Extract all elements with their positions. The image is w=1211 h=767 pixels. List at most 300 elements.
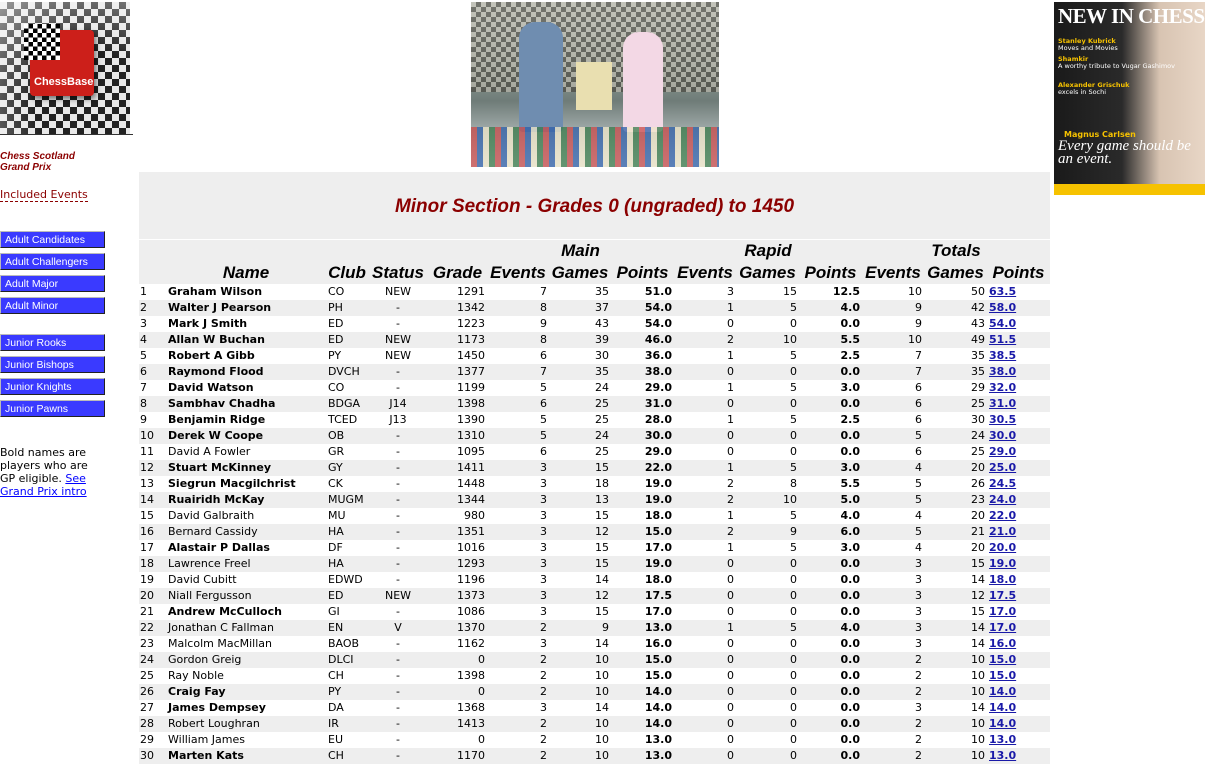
cell-tg: 10	[924, 748, 987, 764]
cell-club: GY	[326, 460, 368, 476]
cell-club: DA	[328, 701, 344, 714]
photo-man	[519, 22, 563, 132]
total-points-link[interactable]: 20.0	[989, 541, 1017, 554]
cell-mp: 16.0	[644, 637, 672, 650]
cell-tp[interactable]	[987, 396, 1050, 412]
cell-re: 0	[727, 669, 734, 682]
cell-tp[interactable]	[987, 508, 1050, 524]
cell-status: -	[368, 524, 428, 540]
magazine-title: NEW IN CHESS	[1058, 4, 1205, 28]
cell-grade: 1344	[428, 492, 487, 508]
cell-me: 3	[540, 637, 547, 650]
cell-tp[interactable]	[987, 428, 1050, 444]
col-rapid-points: Points	[799, 262, 862, 284]
cell-re: 0	[674, 748, 736, 764]
col-main-points: Points	[611, 262, 674, 284]
cell-tp[interactable]	[987, 636, 1050, 652]
cell-mg: 25	[549, 396, 611, 412]
cell-name: Ruairidh McKay	[166, 492, 326, 508]
cell-tg: 20	[971, 541, 985, 554]
nav-junior-bishops[interactable]: Junior Bishops	[0, 356, 105, 373]
cell-grade: 1351	[428, 524, 487, 540]
cell-rp: 3.0	[840, 381, 860, 394]
cell-name: Stuart McKinney	[166, 460, 326, 476]
cell-n: 27	[140, 701, 154, 714]
cell-me: 3	[487, 556, 549, 572]
logo-underline	[0, 134, 133, 135]
grand-prix-intro-link[interactable]: See Grand Prix intro	[0, 472, 87, 498]
table-row	[139, 652, 1050, 668]
cell-tp[interactable]	[987, 364, 1050, 380]
total-points-link[interactable]: 14.0	[989, 685, 1017, 698]
cell-club: MUGM	[326, 492, 368, 508]
chessbase-logo[interactable]	[0, 2, 130, 134]
cell-n: 19	[140, 573, 154, 586]
logo-text: ChessBase	[34, 76, 94, 88]
cell-club: GR	[328, 445, 345, 458]
cell-club: PH	[326, 300, 368, 316]
cell-te: 2	[915, 669, 922, 682]
cell-tg: 10	[924, 684, 987, 700]
cell-status: -	[368, 428, 428, 444]
total-points-link[interactable]: 24.0	[989, 493, 1017, 506]
cell-mp: 38.0	[611, 364, 674, 380]
cell-mg: 25	[595, 413, 609, 426]
cell-club: IR	[326, 716, 368, 732]
col-total-events: Events	[862, 262, 924, 284]
nav-junior-rooks[interactable]: Junior Rooks	[0, 334, 105, 351]
table-row	[139, 748, 1050, 764]
cell-mg: 10	[549, 652, 611, 668]
cell-tp[interactable]	[987, 444, 1050, 460]
cell-mp: 31.0	[611, 396, 674, 412]
cell-tg: 49	[924, 332, 987, 348]
cell-club: CH	[326, 748, 368, 764]
total-points-link[interactable]: 63.5	[989, 285, 1017, 298]
cell-status: NEW	[368, 332, 428, 348]
cell-re: 1	[727, 413, 734, 426]
cell-rg: 15	[783, 285, 797, 298]
cell-mp: 14.0	[611, 716, 674, 732]
cell-mg: 10	[595, 669, 609, 682]
table-row	[139, 588, 1050, 604]
nav-junior-pawns[interactable]: Junior Pawns	[0, 400, 105, 417]
cell-rp: 0.0	[840, 445, 860, 458]
cell-tp[interactable]	[987, 332, 1050, 348]
cell-rp: 12.5	[832, 285, 860, 298]
cell-re: 1	[727, 381, 734, 394]
total-points-link[interactable]: 15.0	[989, 669, 1017, 682]
cell-rp: 0.0	[799, 396, 862, 412]
total-points-link[interactable]: 58.0	[989, 301, 1017, 314]
cell-mg: 10	[549, 716, 611, 732]
cell-tp[interactable]	[987, 460, 1050, 476]
cell-mp: 51.0	[644, 285, 672, 298]
cell-tp[interactable]	[987, 540, 1050, 556]
cell-grade: 1448	[457, 477, 485, 490]
cell-n: 5	[140, 349, 147, 362]
cell-name: Siegrun Macgilchrist	[168, 477, 296, 490]
cell-grade: 1411	[428, 460, 487, 476]
table-row	[139, 684, 1050, 700]
table-row	[139, 300, 1050, 316]
cell-te: 10	[908, 285, 922, 298]
total-points-link[interactable]: 25.0	[989, 461, 1017, 474]
total-points-link[interactable]: 13.0	[989, 749, 1017, 762]
cell-status: -	[368, 684, 428, 700]
total-points-link[interactable]: 17.5	[989, 589, 1017, 602]
total-points-link[interactable]: 22.0	[989, 509, 1017, 522]
cell-rp: 0.0	[799, 556, 862, 572]
cell-re: 0	[727, 701, 734, 714]
cell-rp: 4.0	[840, 509, 860, 522]
cell-mg: 25	[595, 445, 609, 458]
cell-mp: 46.0	[611, 332, 674, 348]
total-points-link[interactable]: 14.0	[989, 717, 1017, 730]
cell-rp: 0.0	[799, 748, 862, 764]
cell-club: EDWD	[328, 573, 363, 586]
cell-mg: 39	[549, 332, 611, 348]
cell-grade: 980	[464, 509, 485, 522]
cell-rg: 0	[790, 637, 797, 650]
cell-me: 3	[487, 524, 549, 540]
cell-grade: 1162	[457, 637, 485, 650]
cell-grade: 1196	[457, 573, 485, 586]
cell-mp: 29.0	[644, 445, 672, 458]
total-points-link[interactable]: 13.0	[989, 733, 1017, 746]
cell-rp: 3.0	[840, 541, 860, 554]
cell-re: 1	[674, 460, 736, 476]
group-header-row	[139, 240, 1050, 262]
cell-tp[interactable]	[987, 572, 1050, 588]
cell-tg: 15	[971, 605, 985, 618]
cell-tp[interactable]	[987, 668, 1050, 684]
cell-te: 5	[915, 477, 922, 490]
cell-mg: 12	[549, 588, 611, 604]
table-row	[139, 508, 1050, 524]
cell-rg: 5	[790, 541, 797, 554]
cell-tp[interactable]	[987, 316, 1050, 332]
table-row	[139, 604, 1050, 620]
nav-adult-candidates[interactable]: Adult Candidates	[0, 231, 105, 248]
cell-tp[interactable]	[987, 524, 1050, 540]
magazine-story-2: Shamkir A worthy tribute to Vugar Gashimov	[1058, 55, 1175, 70]
nav-adult-minor[interactable]: Adult Minor	[0, 297, 105, 314]
cell-rp: 0.0	[840, 637, 860, 650]
cell-rp: 0.0	[799, 652, 862, 668]
cell-re: 0	[727, 317, 734, 330]
total-points-link[interactable]: 16.0	[989, 637, 1017, 650]
cell-te: 7	[915, 349, 922, 362]
cell-rp: 0.0	[799, 716, 862, 732]
cell-name: Craig Fay	[166, 684, 326, 700]
cell-n: 26	[139, 684, 166, 700]
cell-grade: 1370	[428, 620, 487, 636]
cell-tp[interactable]	[987, 716, 1050, 732]
cell-grade: 1373	[428, 588, 487, 604]
cell-tp[interactable]	[987, 732, 1050, 748]
cell-me: 2	[487, 748, 549, 764]
cell-tp[interactable]	[987, 348, 1050, 364]
cell-me: 2	[487, 716, 549, 732]
magazine-tagline: Every game should be an event.	[1058, 138, 1191, 167]
nav-adult-major[interactable]: Adult Major	[0, 275, 105, 292]
cell-tp[interactable]	[987, 284, 1050, 300]
cell-club: BAOB	[328, 637, 360, 650]
total-points-link[interactable]: 54.0	[989, 317, 1017, 330]
cell-mg: 24	[549, 428, 611, 444]
photo-book-table	[471, 127, 719, 167]
cell-rg: 9	[736, 524, 799, 540]
cell-tg: 12	[924, 588, 987, 604]
cell-grade: 1390	[457, 413, 485, 426]
cell-status: NEW	[384, 285, 412, 298]
total-points-link[interactable]: 17.0	[989, 621, 1017, 634]
table-row	[139, 444, 1050, 460]
cell-n: 10	[139, 428, 166, 444]
cell-tg: 25	[924, 396, 987, 412]
total-points-link[interactable]: 17.0	[989, 605, 1017, 618]
table-row	[139, 700, 1050, 716]
cell-me: 2	[540, 669, 547, 682]
total-points-link[interactable]: 15.0	[989, 653, 1017, 666]
table-row	[139, 636, 1050, 652]
cell-rg: 0	[790, 605, 797, 618]
cell-mp: 22.0	[611, 460, 674, 476]
cell-rg: 0	[736, 716, 799, 732]
cell-rg: 0	[790, 573, 797, 586]
cell-status: J14	[368, 396, 428, 412]
total-points-link[interactable]: 21.0	[989, 525, 1017, 538]
cell-te: 3	[862, 588, 924, 604]
cell-club: DLCI	[326, 652, 368, 668]
cell-tg: 23	[924, 492, 987, 508]
total-points-link[interactable]: 32.0	[989, 381, 1017, 394]
cell-rp: 6.0	[799, 524, 862, 540]
cell-me: 3	[540, 477, 547, 490]
cell-te: 3	[915, 701, 922, 714]
nav-adult-challengers[interactable]: Adult Challengers	[0, 253, 105, 270]
cell-rg: 0	[736, 428, 799, 444]
magazine-footer-bar	[1054, 184, 1205, 195]
cell-n: 6	[139, 364, 166, 380]
cell-mg: 14	[595, 701, 609, 714]
cell-mp: 18.0	[644, 573, 672, 586]
nav-junior-knights[interactable]: Junior Knights	[0, 378, 105, 395]
total-points-link[interactable]: 38.5	[989, 349, 1017, 362]
column-header-row	[139, 262, 1050, 284]
cell-tp[interactable]	[987, 476, 1050, 492]
cell-grade: 1413	[428, 716, 487, 732]
cell-rg: 10	[736, 492, 799, 508]
cell-tp[interactable]	[987, 556, 1050, 572]
cell-status: -	[368, 748, 428, 764]
total-points-link[interactable]: 30.5	[989, 413, 1017, 426]
group-totals: Totals	[862, 240, 1050, 262]
cell-tp[interactable]	[987, 588, 1050, 604]
total-points-link[interactable]: 19.0	[989, 557, 1017, 570]
cell-rp: 0.0	[840, 701, 860, 714]
cell-n: 23	[140, 637, 154, 650]
cell-status: -	[396, 637, 400, 650]
cell-grade: 1450	[457, 349, 485, 362]
col-club: Club	[326, 262, 368, 284]
cell-n: 4	[139, 332, 166, 348]
cell-me: 3	[540, 605, 547, 618]
cell-te: 6	[862, 396, 924, 412]
cell-re: 3	[727, 285, 734, 298]
table-row	[139, 524, 1050, 540]
group-main: Main	[487, 240, 674, 262]
magazine-story-3: Alexander Grischuk excels in Sochi	[1058, 81, 1130, 96]
cell-mp: 15.0	[611, 652, 674, 668]
included-events-link[interactable]: Included Events	[0, 188, 88, 201]
cell-tp[interactable]	[987, 300, 1050, 316]
cell-name: Raymond Flood	[166, 364, 326, 380]
cell-te: 9	[862, 300, 924, 316]
cell-tg: 26	[971, 477, 985, 490]
cell-te: 4	[862, 460, 924, 476]
cell-me: 2	[487, 684, 549, 700]
cell-club: CK	[328, 477, 343, 490]
cell-tp[interactable]	[987, 620, 1050, 636]
cell-rp: 0.0	[799, 588, 862, 604]
cell-rg: 5	[790, 381, 797, 394]
col-rapid-games: Games	[736, 262, 799, 284]
cell-status: -	[396, 701, 400, 714]
cell-tg: 21	[924, 524, 987, 540]
cell-grade: 1310	[428, 428, 487, 444]
cell-club: GI	[328, 605, 340, 618]
cell-mg: 18	[595, 477, 609, 490]
cell-te: 2	[915, 733, 922, 746]
cell-status: J13	[389, 413, 407, 426]
cell-rp: 0.0	[799, 428, 862, 444]
cell-re: 0	[727, 733, 734, 746]
cell-n: 16	[139, 524, 166, 540]
cell-me: 6	[540, 349, 547, 362]
total-points-link[interactable]: 24.5	[989, 477, 1017, 490]
cell-te: 5	[862, 492, 924, 508]
cell-n: 1	[140, 285, 147, 298]
cell-rg: 0	[736, 364, 799, 380]
cell-mg: 9	[549, 620, 611, 636]
cell-club: HA	[326, 524, 368, 540]
cell-rg: 8	[790, 477, 797, 490]
cell-name: Walter J Pearson	[166, 300, 326, 316]
cell-grade: 1199	[457, 381, 485, 394]
cell-re: 0	[727, 573, 734, 586]
cell-mg: 30	[595, 349, 609, 362]
cell-mp: 17.0	[644, 605, 672, 618]
cell-rg: 5	[790, 349, 797, 362]
cell-n: 13	[140, 477, 154, 490]
col-grade: Grade	[428, 262, 487, 284]
total-points-link[interactable]: 18.0	[989, 573, 1017, 586]
cell-grade: 1398	[428, 396, 487, 412]
total-points-link[interactable]: 38.0	[989, 365, 1017, 378]
cell-rp: 0.0	[799, 684, 862, 700]
total-points-link[interactable]: 30.0	[989, 429, 1017, 442]
cell-me: 3	[487, 492, 549, 508]
cell-status: -	[396, 317, 400, 330]
cell-mg: 37	[549, 300, 611, 316]
cell-re: 2	[674, 332, 736, 348]
cell-name: Malcolm MacMillan	[168, 637, 272, 650]
cell-status: -	[368, 300, 428, 316]
cell-re: 0	[727, 605, 734, 618]
magazine-cover-name: Magnus Carlsen	[1064, 130, 1136, 139]
cell-te: 5	[862, 524, 924, 540]
cell-tg: 24	[924, 428, 987, 444]
cell-name: Robert Loughran	[166, 716, 326, 732]
cell-re: 1	[727, 509, 734, 522]
cell-grade: 1398	[457, 669, 485, 682]
cell-rp: 0.0	[799, 364, 862, 380]
total-points-link[interactable]: 14.0	[989, 701, 1017, 714]
cell-name: Niall Fergusson	[166, 588, 326, 604]
cell-name: Sambhav Chadha	[166, 396, 326, 412]
cell-name: David A Fowler	[168, 445, 251, 458]
cell-me: 7	[487, 364, 549, 380]
cell-club: CO	[328, 285, 345, 298]
cell-mg: 43	[595, 317, 609, 330]
cell-tg: 14	[971, 573, 985, 586]
cell-mp: 19.0	[644, 477, 672, 490]
event-photo	[471, 2, 719, 167]
cell-rg: 5	[790, 413, 797, 426]
cell-mg: 35	[595, 285, 609, 298]
col-index	[139, 262, 166, 284]
cell-grade: 1368	[457, 701, 485, 714]
cell-tg: 43	[971, 317, 985, 330]
group-spacer	[139, 240, 487, 262]
cell-rg: 5	[736, 460, 799, 476]
total-points-link[interactable]: 29.0	[989, 445, 1017, 458]
cell-tg: 29	[971, 381, 985, 394]
cell-te: 3	[915, 573, 922, 586]
cell-grade: 0	[428, 684, 487, 700]
cell-mp: 30.0	[611, 428, 674, 444]
cell-tp[interactable]	[987, 700, 1050, 716]
cell-name: Derek W Coope	[166, 428, 326, 444]
cell-status: -	[396, 669, 400, 682]
cell-tp[interactable]	[987, 412, 1050, 428]
note-text: Bold names are players who are GP eligible.	[0, 446, 88, 485]
cell-te: 3	[915, 605, 922, 618]
cell-tp[interactable]	[987, 604, 1050, 620]
cell-tp[interactable]	[987, 652, 1050, 668]
cell-tp[interactable]	[987, 684, 1050, 700]
new-in-chess-ad[interactable]	[1054, 2, 1205, 195]
total-points-link[interactable]: 31.0	[989, 397, 1017, 410]
cell-me: 8	[487, 300, 549, 316]
cell-me: 3	[540, 541, 547, 554]
total-points-link[interactable]: 51.5	[989, 333, 1017, 346]
cell-tp[interactable]	[987, 380, 1050, 396]
cell-rg: 5	[736, 620, 799, 636]
cell-me: 6	[540, 445, 547, 458]
cell-tp[interactable]	[987, 492, 1050, 508]
cell-te: 6	[915, 381, 922, 394]
cell-mp: 19.0	[611, 556, 674, 572]
cell-mp: 15.0	[644, 669, 672, 682]
cell-mp: 18.0	[644, 509, 672, 522]
cell-tp[interactable]	[987, 748, 1050, 764]
cell-name: Alastair P Dallas	[168, 541, 270, 554]
cell-status: -	[396, 445, 400, 458]
cell-me: 9	[540, 317, 547, 330]
